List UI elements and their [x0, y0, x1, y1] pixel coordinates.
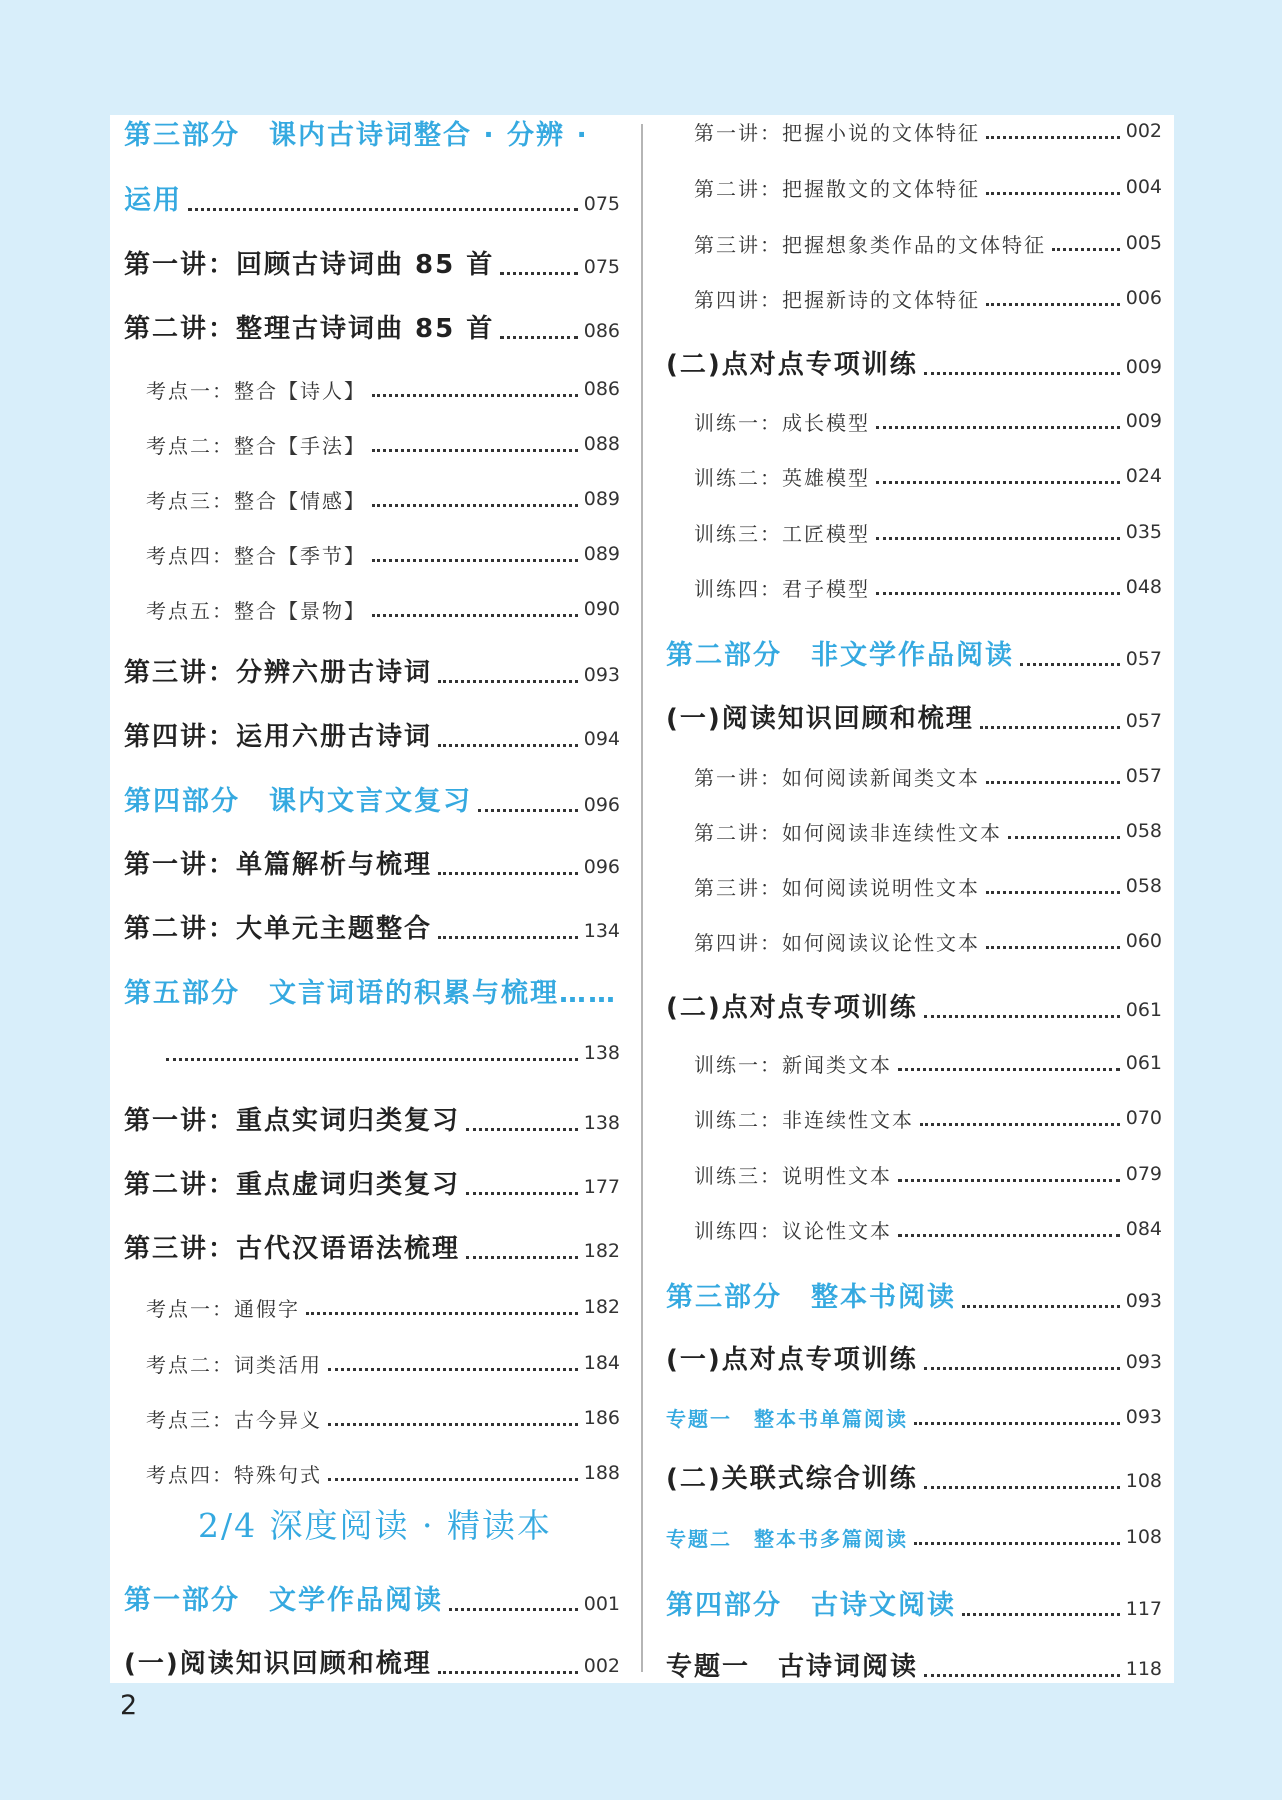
- dot-leader: [328, 1478, 578, 1481]
- toc-entry-page: 108: [1125, 1470, 1162, 1493]
- toc-entry-page: 089: [583, 543, 620, 565]
- toc-entry-page: 138: [583, 1112, 620, 1135]
- toc-entry[interactable]: [666, 1590, 1162, 1622]
- toc-entry-title: 第一讲：把握小说的文体特征: [694, 120, 980, 145]
- toc-entry[interactable]: [124, 378, 620, 403]
- toc-entry-title: 训练二：英雄模型: [694, 465, 870, 490]
- dot-leader: [914, 1422, 1120, 1425]
- toc-entry[interactable]: [124, 543, 620, 568]
- dot-leader: [914, 1542, 1120, 1545]
- toc-entry-title: 专题二 整本书多篇阅读: [666, 1526, 908, 1551]
- toc-entry[interactable]: [124, 185, 620, 217]
- dot-leader: [438, 680, 578, 683]
- toc-entry-title: 考点三：古今异义: [146, 1407, 322, 1432]
- toc-entry-page: 096: [583, 793, 620, 816]
- dot-leader: [986, 946, 1120, 949]
- toc-entry-page: 108: [1125, 1526, 1162, 1548]
- dot-leader: [328, 1423, 578, 1426]
- toc-entry-title: 第二部分 非文学作品阅读: [666, 640, 1014, 671]
- toc-entry[interactable]: [124, 1296, 620, 1321]
- toc-entry-page: 024: [1125, 465, 1162, 487]
- toc-entry-page: 001: [583, 1592, 620, 1615]
- toc-entry-page: 090: [583, 598, 620, 620]
- toc-entry-page: 061: [1125, 999, 1162, 1022]
- toc-entry-title: 第四讲：运用六册古诗词: [124, 722, 433, 752]
- toc-entry-title: 考点二：词类活用: [146, 1352, 322, 1377]
- toc-entry-title: 训练四：君子模型: [694, 576, 870, 601]
- dot-leader: [898, 1068, 1120, 1071]
- dot-leader: [986, 891, 1120, 894]
- toc-entry-title: 训练二：非连续性文本: [694, 1107, 914, 1132]
- toc-entry-page: 177: [583, 1176, 620, 1199]
- toc-entry-title: 考点四：特殊句式: [146, 1462, 322, 1487]
- dot-leader: [500, 336, 577, 339]
- toc-entry[interactable]: [666, 1163, 1162, 1188]
- toc-entry[interactable]: [666, 1345, 1162, 1376]
- toc-entry-page: 088: [583, 433, 620, 455]
- toc-entry-title: (一)阅读知识回顾和梳理: [666, 704, 974, 734]
- toc-entry-title: 第四讲：把握新诗的文体特征: [694, 287, 980, 312]
- toc-entry[interactable]: [124, 1585, 620, 1617]
- dot-leader: [980, 726, 1120, 729]
- toc-entry[interactable]: [124, 722, 620, 753]
- toc-entry-page: 009: [1125, 356, 1162, 379]
- toc-entry[interactable]: [124, 658, 620, 689]
- toc-entry-title: 训练三：工匠模型: [694, 521, 870, 546]
- dot-leader: [1020, 663, 1120, 666]
- page-number: 2: [120, 1690, 138, 1721]
- toc-entry[interactable]: [124, 250, 620, 281]
- toc-entry-page: 009: [1125, 410, 1162, 432]
- toc-entry[interactable]: [124, 1649, 620, 1680]
- dot-leader: [438, 936, 578, 939]
- dot-leader: [372, 559, 578, 562]
- toc-entry-title: 第三部分 课内古诗词整合 · 分辨 ·: [124, 120, 589, 151]
- toc-entry[interactable]: [666, 410, 1162, 435]
- toc-entry-page: 188: [583, 1462, 620, 1484]
- dot-leader: [986, 136, 1120, 139]
- toc-entry-page: 058: [1125, 875, 1162, 897]
- toc-entry-page: 093: [1125, 1289, 1162, 1312]
- toc-entry-title: (一)点对点专项训练: [666, 1345, 918, 1375]
- toc-entry-title: 第二讲：重点虚词归类复习: [124, 1170, 461, 1200]
- toc-entry[interactable]: [666, 521, 1162, 546]
- toc-entry-page: 058: [1125, 820, 1162, 842]
- dot-leader: [924, 1015, 1120, 1018]
- toc-entry-page: 048: [1125, 576, 1162, 598]
- dot-leader: [372, 614, 578, 617]
- toc-entry[interactable]: [124, 1106, 620, 1137]
- toc-entry-title: 第三部分 整本书阅读: [666, 1282, 956, 1313]
- dot-leader: [876, 481, 1120, 484]
- toc-entry-title: 考点三：整合【情感】: [146, 488, 366, 513]
- toc-entry-page: 093: [583, 664, 620, 687]
- toc-entry[interactable]: [124, 850, 620, 881]
- toc-entry-page: 096: [583, 856, 620, 879]
- toc-entry[interactable]: [124, 1462, 620, 1487]
- dot-leader: [924, 372, 1120, 375]
- dot-leader: [328, 1368, 578, 1371]
- dot-leader: [438, 744, 578, 747]
- toc-entry-title: 第二讲：整理古诗词曲 85 首: [124, 314, 495, 344]
- toc-entry-title: 第四部分 古诗文阅读: [666, 1590, 956, 1621]
- toc-entry-page: 061: [1125, 1052, 1162, 1074]
- dot-leader: [962, 1613, 1120, 1616]
- toc-entry-page: 004: [1125, 176, 1162, 198]
- toc-entry-title: 第一部分 文学作品阅读: [124, 1585, 443, 1616]
- toc-entry-title: (二)点对点专项训练: [666, 350, 918, 380]
- toc-entry-title: 第一讲：回顾古诗词曲 85 首: [124, 250, 495, 280]
- toc-entry[interactable]: [666, 576, 1162, 601]
- toc-entry[interactable]: [666, 120, 1162, 145]
- toc-entry[interactable]: [124, 914, 620, 945]
- toc-entry-title: 专题一 整本书单篇阅读: [666, 1406, 908, 1431]
- toc-entry-title: 训练一：新闻类文本: [694, 1052, 892, 1077]
- toc-entry-page: 070: [1125, 1107, 1162, 1129]
- toc-entry[interactable]: [666, 1218, 1162, 1243]
- toc-entry-page: 093: [1125, 1351, 1162, 1374]
- toc-entry-title: 第四部分 课内文言文复习: [124, 786, 472, 817]
- dot-leader: [1008, 836, 1120, 839]
- toc-entry[interactable]: [124, 314, 620, 345]
- toc-entry-title: 训练三：说明性文本: [694, 1163, 892, 1188]
- dot-leader: [986, 192, 1120, 195]
- dot-leader: [876, 426, 1120, 429]
- toc-entry-page: 002: [583, 1655, 620, 1678]
- toc-entry[interactable]: [666, 930, 1162, 955]
- toc-entry-title: 第三讲：分辨六册古诗词: [124, 658, 433, 688]
- dot-leader: [188, 208, 578, 211]
- dot-leader: [466, 1256, 578, 1259]
- dot-leader: [372, 504, 578, 507]
- toc-entry-page: 138: [583, 1042, 620, 1064]
- toc-entry[interactable]: [666, 176, 1162, 201]
- toc-entry-title: 第二讲：大单元主题整合: [124, 914, 433, 944]
- dot-leader: [1052, 248, 1120, 251]
- toc-entry-title: 第一讲：如何阅读新闻类文本: [694, 765, 980, 790]
- toc-entry[interactable]: [666, 1052, 1162, 1077]
- dot-leader: [466, 1128, 578, 1131]
- dot-leader: [500, 272, 577, 275]
- toc-entry-title: 第四讲：如何阅读议论性文本: [694, 930, 980, 955]
- dot-leader: [306, 1312, 578, 1315]
- toc-entry-title: 第三讲：如何阅读说明性文本: [694, 875, 980, 900]
- toc-entry-page: 060: [1125, 930, 1162, 952]
- toc-entry-title: 专题一 古诗词阅读: [666, 1652, 919, 1682]
- toc-entry-page: 117: [1125, 1597, 1162, 1620]
- toc-entry[interactable]: [124, 1170, 620, 1201]
- toc-entry-title: (二)关联式综合训练: [666, 1464, 918, 1494]
- toc-entry[interactable]: [124, 978, 620, 1010]
- dot-leader: [920, 1123, 1120, 1126]
- toc-entry-page: 086: [583, 378, 620, 400]
- toc-entry-page: 182: [583, 1296, 620, 1318]
- toc-entry-page: 086: [583, 320, 620, 343]
- toc-entry[interactable]: [124, 433, 620, 458]
- dot-leader: [898, 1179, 1120, 1182]
- dot-leader: [372, 394, 578, 397]
- toc-entry[interactable]: [666, 820, 1162, 845]
- dot-leader: [372, 449, 578, 452]
- toc-entry-page: 134: [583, 920, 620, 943]
- dot-leader: [438, 1671, 578, 1674]
- toc-entry-page: 186: [583, 1407, 620, 1429]
- dot-leader: [166, 1058, 578, 1061]
- toc-entry[interactable]: [666, 993, 1162, 1024]
- toc-entry-page: 093: [1125, 1406, 1162, 1428]
- toc-entry-page: 182: [583, 1240, 620, 1263]
- toc-entry-title: (一)阅读知识回顾和梳理: [124, 1649, 432, 1679]
- toc-entry-title: 训练一：成长模型: [694, 410, 870, 435]
- toc-entry[interactable]: [666, 875, 1162, 900]
- toc-entry-title: 考点一：通假字: [146, 1296, 300, 1321]
- toc-entry-page: 079: [1125, 1163, 1162, 1185]
- column-divider: [641, 124, 643, 1672]
- toc-entry[interactable]: [124, 786, 620, 818]
- toc-entry[interactable]: [124, 1352, 620, 1377]
- toc-entry-title: 第一讲：重点实词归类复习: [124, 1106, 461, 1136]
- toc-entry[interactable]: [124, 488, 620, 513]
- toc-entry[interactable]: [666, 640, 1162, 672]
- toc-entry-title: 考点一：整合【诗人】: [146, 378, 366, 403]
- toc-entry-title: 训练四：议论性文本: [694, 1218, 892, 1243]
- toc-entry-title: 运用: [124, 185, 182, 216]
- dot-leader: [898, 1234, 1120, 1237]
- toc-entry[interactable]: [666, 704, 1162, 735]
- toc-entry-page: 118: [1125, 1658, 1162, 1681]
- toc-entry[interactable]: [666, 287, 1162, 312]
- toc-entry-page: 057: [1125, 765, 1162, 787]
- dot-leader: [438, 872, 578, 875]
- toc-entry-page: 005: [1125, 232, 1162, 254]
- dot-leader: [876, 537, 1120, 540]
- dot-leader: [876, 592, 1120, 595]
- toc-entry[interactable]: [124, 598, 620, 623]
- toc-entry-title: 考点二：整合【手法】: [146, 433, 366, 458]
- toc-entry-page: 075: [583, 192, 620, 215]
- toc-entry[interactable]: [124, 120, 620, 152]
- toc-entry[interactable]: [666, 1652, 1162, 1683]
- toc-entry-title: (二)点对点专项训练: [666, 993, 918, 1023]
- toc-entry-page: 006: [1125, 287, 1162, 309]
- toc-entry-title: 考点四：整合【季节】: [146, 543, 366, 568]
- toc-entry[interactable]: [666, 1464, 1162, 1495]
- toc-entry[interactable]: [666, 765, 1162, 790]
- toc-entry-page: 075: [583, 256, 620, 279]
- dot-leader: [478, 809, 578, 812]
- dot-leader: [466, 1192, 578, 1195]
- toc-entry[interactable]: [666, 1107, 1162, 1132]
- toc-entry-title: 第二讲：把握散文的文体特征: [694, 176, 980, 201]
- toc-entry-page: 184: [583, 1352, 620, 1374]
- dot-leader: [924, 1674, 1120, 1677]
- toc-entry[interactable]: [666, 465, 1162, 490]
- section-title-deep-reading: 2/4 深度阅读 · 精读本: [197, 1506, 553, 1545]
- toc-entry-title: 第一讲：单篇解析与梳理: [124, 850, 433, 880]
- toc-entry-title: 第二讲：如何阅读非连续性文本: [694, 820, 1002, 845]
- dot-leader: [962, 1305, 1120, 1308]
- toc-entry-page: 057: [1125, 710, 1162, 733]
- toc-entry-page: 057: [1125, 647, 1162, 670]
- toc-entry-page: 035: [1125, 521, 1162, 543]
- toc-entry[interactable]: [666, 1282, 1162, 1314]
- dot-leader: [924, 1486, 1120, 1489]
- dot-leader: [986, 303, 1120, 306]
- toc-entry[interactable]: [124, 1042, 620, 1067]
- toc-entry[interactable]: [124, 1407, 620, 1432]
- toc-entry[interactable]: [666, 350, 1162, 381]
- toc-entry-title: 第三讲：古代汉语语法梳理: [124, 1234, 461, 1264]
- toc-entry-title: 第五部分 文言词语的积累与梳理……: [124, 978, 617, 1009]
- toc-entry-page: 002: [1125, 120, 1162, 142]
- dot-leader: [924, 1367, 1120, 1370]
- toc-entry-title: 考点五：整合【景物】: [146, 598, 366, 623]
- toc-entry[interactable]: [666, 1406, 1162, 1431]
- toc-entry[interactable]: [666, 1526, 1162, 1551]
- toc-entry[interactable]: [124, 1234, 620, 1265]
- dot-leader: [449, 1608, 578, 1611]
- toc-entry-page: 084: [1125, 1218, 1162, 1240]
- toc-entry-page: 089: [583, 488, 620, 510]
- toc-entry[interactable]: [666, 232, 1162, 257]
- toc-entry-title: 第三讲：把握想象类作品的文体特征: [694, 232, 1046, 257]
- toc-entry-page: 094: [583, 728, 620, 751]
- dot-leader: [986, 781, 1120, 784]
